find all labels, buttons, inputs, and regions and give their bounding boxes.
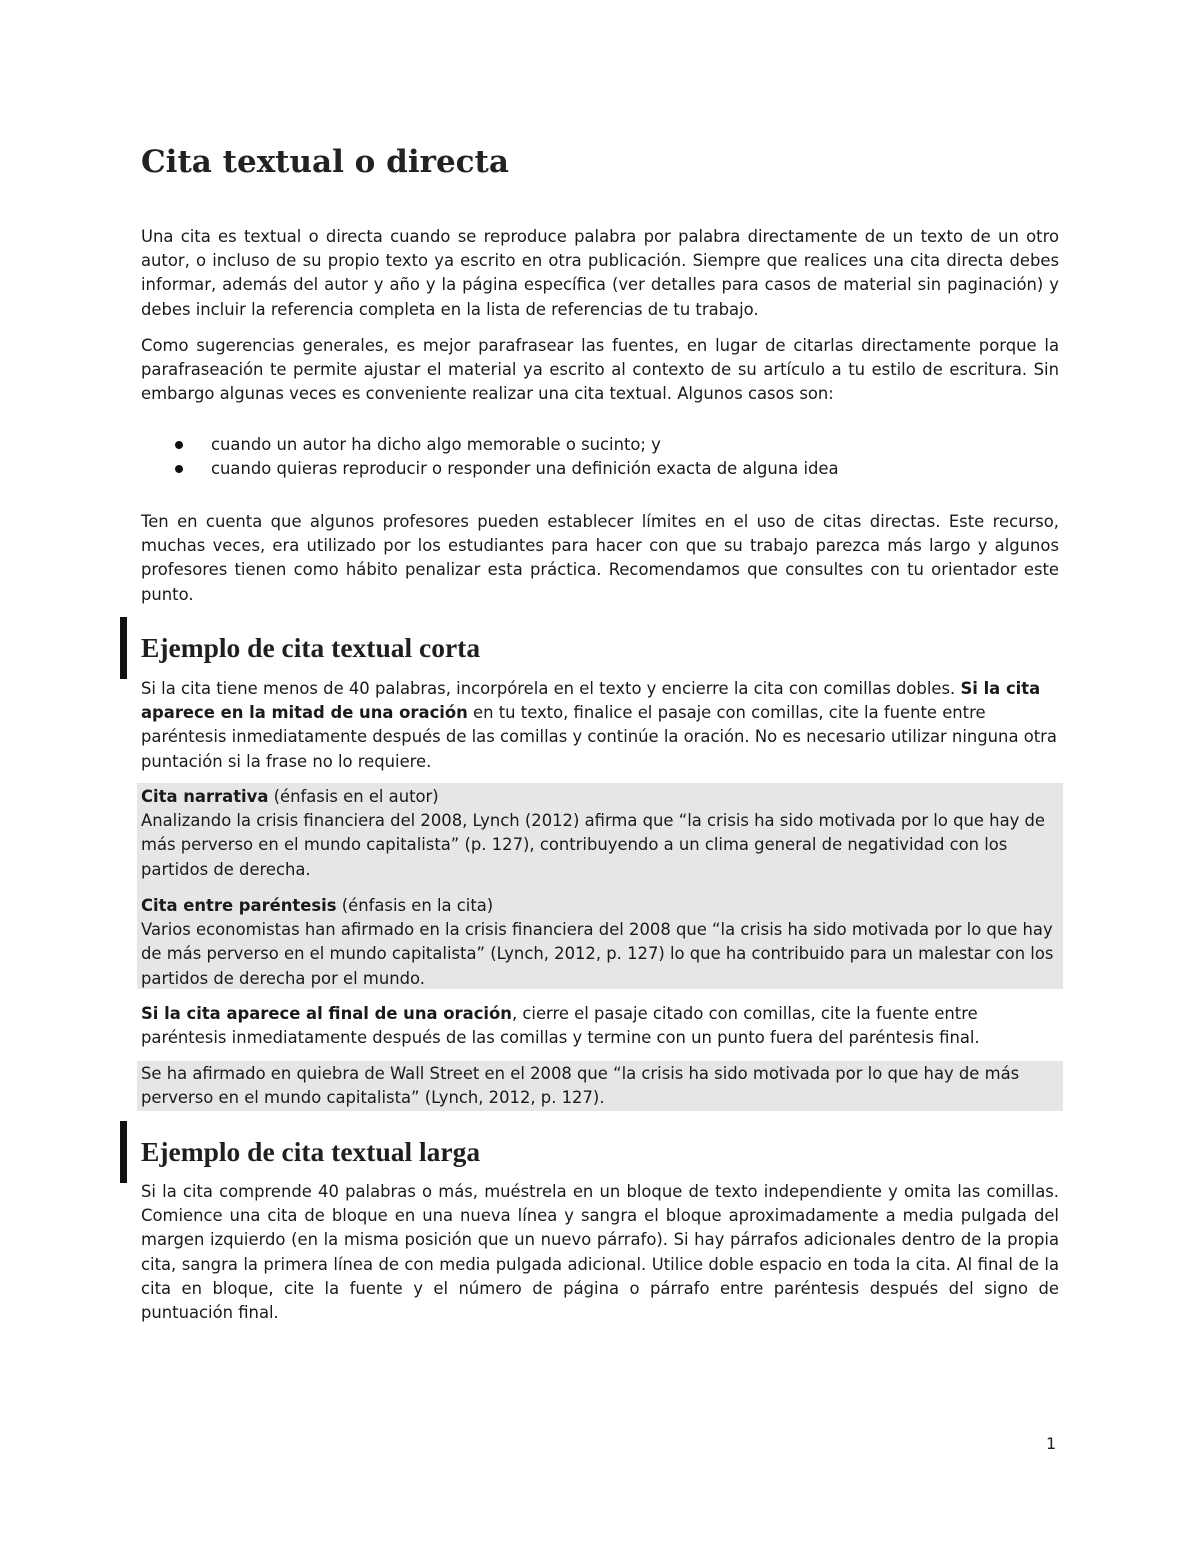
end-of-sentence-text: , cierre el pasaje citado con comillas, cite la fuente entre paréntesis inmediatamente después de las comillas y termine con un punto fuera del paréntesis final.	[141, 1004, 980, 1048]
short-quote-text-start: Si la cita tiene menos de 40 palabras, incorpórela en el texto y encierre la cita con comillas dobles.	[141, 679, 961, 698]
parenthetical-citation-example	[141, 894, 1059, 991]
narrative-text: Analizando la crisis financiera del 2008, Lynch (2012) afirma que “la crisis ha sido motivada por lo que hay de más perverso en el mundo capitalista” (p. 127), contribuyendo a un clima general de negatividad con los partidos de derecha.	[141, 811, 1046, 879]
parenthetical-text: Varios economistas han afirmado en la crisis financiera del 2008 que “la crisis ha sido motivada por lo que hay de más perverso en el mundo capitalista” (Lynch, 2012, p. 127) lo que ha contribuido para un malestar con los partidos de derecha por el mundo.	[141, 920, 1054, 988]
section-accent-bar	[120, 617, 127, 679]
list-item: cuando un autor ha dicho algo memorable o sucinto; y	[141, 433, 1059, 457]
document-title: Cita textual o directa	[141, 144, 509, 180]
long-quote-paragraph: Si la cita comprende 40 palabras o más, muéstrela en un bloque de texto independiente y omita las comillas. Comience una cita de bloque en una nueva línea y sangra el bloque aproximadamente a media pulgada del margen izquierdo (en la misma posición que un nuevo párrafo). Si hay párrafos adicionales dentro de la propia cita, sangra la primera línea de con media pulgada adicional. Utilice doble espacio en toda la cita. Al final de la cita en bloque, cite la fuente y el número de página o párrafo entre paréntesis después del signo de puntuación final.	[141, 1182, 1059, 1323]
section-heading-long-quote: Ejemplo de cita textual larga	[141, 1136, 481, 1167]
intro-paragraph-1: Una cita es textual o directa cuando se reproduce palabra por palabra directamente de un texto de un otro autor, o incluso de su propio texto ya escrito en otra publicación. Siempre que realices una cita directa debes informar, además del autor y año y la página específica (ver detalles para casos de material sin paginación) y debes incluir la referencia completa en la lista de referencias de tu trabajo.	[141, 227, 1059, 319]
parenthetical-label: Cita entre paréntesis	[141, 896, 337, 915]
end-of-sentence-example: Se ha afirmado en quiebra de Wall Street en el 2008 que “la crisis ha sido motivada por lo que hay de más perverso en el mundo capitalista” (Lynch, 2012, p. 127).	[141, 1064, 1020, 1108]
short-quote-paragraph	[141, 677, 1059, 774]
short-quote-bold-phrase: Si la cita aparece en la mitad de una oración	[141, 679, 1041, 723]
page-number: 1	[1046, 1434, 1057, 1453]
end-of-sentence-bold: Si la cita aparece al final de una oración	[141, 1004, 512, 1023]
parenthetical-note: (énfasis en la cita)	[336, 896, 494, 915]
cases-list	[141, 433, 1059, 482]
end-of-sentence-paragraph	[141, 1002, 1059, 1050]
section-heading-short-quote: Ejemplo de cita textual corta	[141, 632, 481, 663]
list-item: cuando quieras reproducir o responder una definición exacta de alguna idea	[141, 457, 1059, 481]
narrative-note: (énfasis en el autor)	[268, 787, 439, 806]
section-accent-bar	[120, 1121, 127, 1183]
intro-paragraph-2: Como sugerencias generales, es mejor parafrasear las fuentes, en lugar de citarlas directamente porque la parafraseación te permite ajustar el material ya escrito al contexto de su artículo a tu estilo de escritura. Sin embargo algunas veces es conveniente realizar una cita textual. Algunos casos son:	[141, 336, 1059, 404]
short-quote-text-end: en tu texto, finalice el pasaje con comillas, cite la fuente entre paréntesis inmediatamente después de las comillas y continúe la oración. No es necesario utilizar ninguna otra puntación si la frase no lo requiere.	[141, 703, 1057, 771]
intro-paragraph-3: Ten en cuenta que algunos profesores pueden establecer límites en el uso de citas directas. Este recurso, muchas veces, era utilizado por los estudiantes para hacer con que su trabajo parezca más largo y algunos profesores tienen como hábito penalizar esta práctica. Recomendamos que consultes con tu orientador este punto.	[141, 512, 1059, 604]
narrative-citation-example	[141, 785, 1059, 882]
narrative-label: Cita narrativa	[141, 787, 269, 806]
